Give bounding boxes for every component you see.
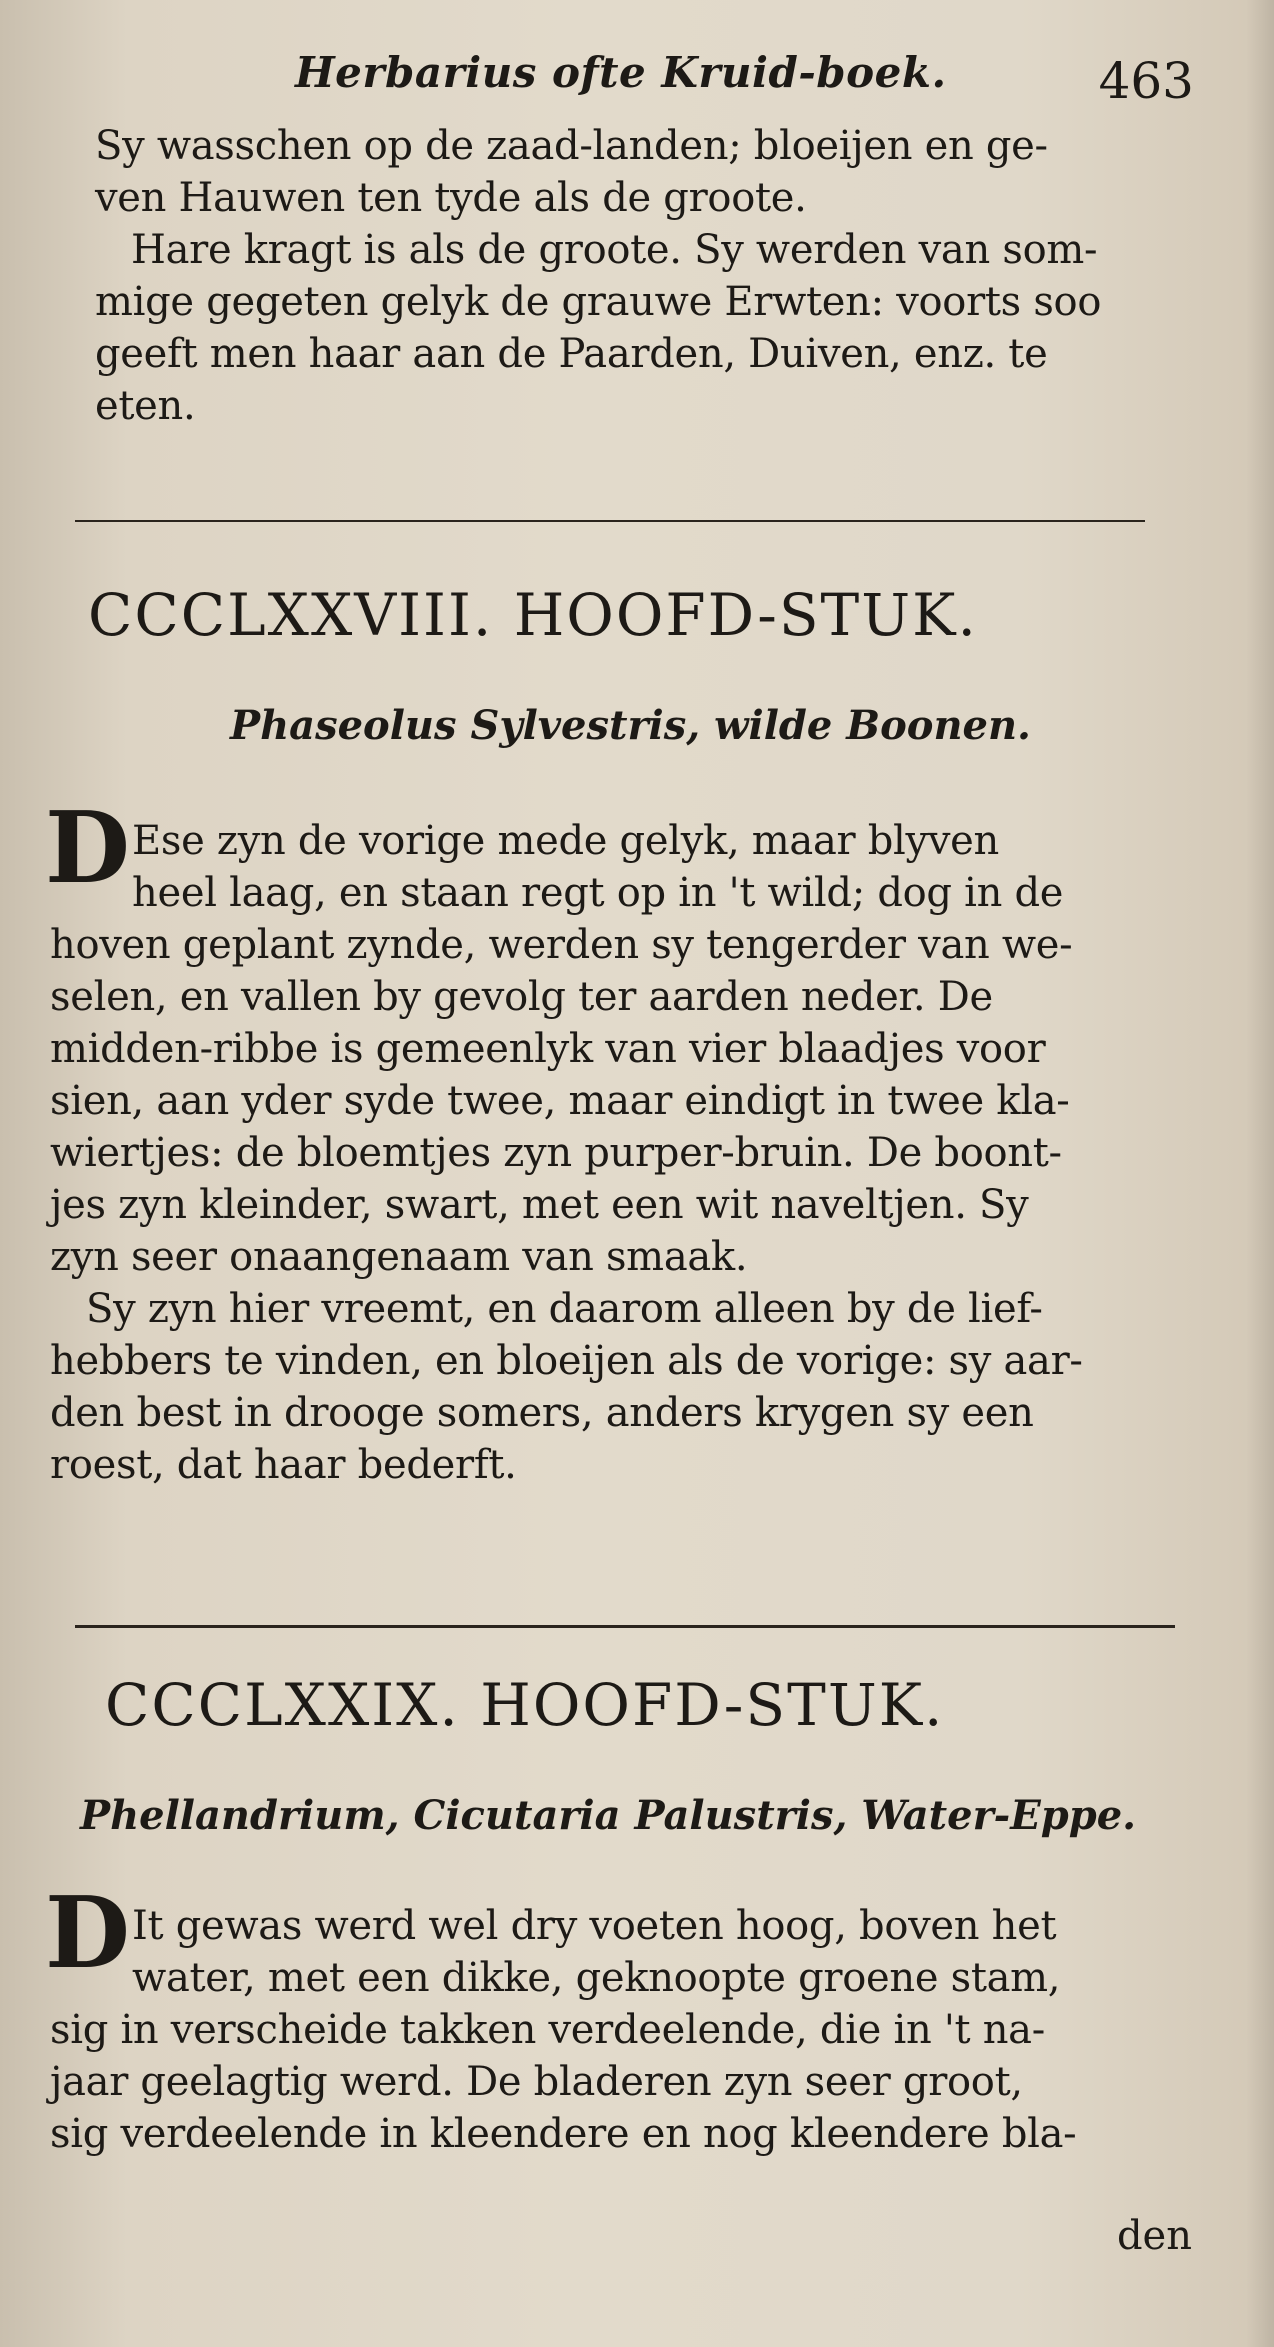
text-line: Hare kragt is als de groote. Sy werden van som-: [131, 227, 1098, 273]
text-line: ven Hauwen ten tyde als de groote.: [95, 175, 807, 221]
text-line: wiertjes: de bloemtjes zyn purper-bruin. De boont-: [50, 1130, 1062, 1176]
section-divider: [75, 1625, 1175, 1628]
catchword: den: [1116, 2213, 1192, 2259]
text-line: midden-ribbe is gemeenlyk van vier blaadjes voor: [50, 1026, 1046, 1072]
running-head: [295, 40, 1214, 110]
text-line: geeft men haar aan de Paarden, Duiven, enz. te: [95, 331, 1048, 377]
text-line: Sy zyn hier vreemt, en daarom alleen by de lief-: [86, 1286, 1043, 1332]
continuation-text: [95, 120, 1205, 432]
text-line: roest, dat haar bederft.: [50, 1442, 517, 1488]
text-line: Ese zyn de vorige mede gelyk, maar blyven: [132, 818, 999, 864]
text-line: heel laag, en staan regt op in 't wild; dog in de: [132, 870, 1064, 916]
running-title: Herbarius ofte Kruid-boek.: [295, 48, 947, 97]
text-line: water, met een dikke, geknoopte groene stam,: [132, 1955, 1061, 2001]
drop-cap: D: [45, 791, 130, 906]
text-line: zyn seer onaangenaam van smaak.: [50, 1234, 748, 1280]
text-line: Sy wasschen op de zaad-landen; bloeijen en ge-: [95, 123, 1048, 169]
text-line: hebbers te vinden, en bloeijen als de vorige: sy aar-: [50, 1338, 1083, 1384]
text-line: hoven geplant zynde, werden sy tengerder van we-: [50, 922, 1073, 968]
text-line: It gewas werd wel dry voeten hoog, boven het: [132, 1903, 1057, 1949]
text-line: sien, aan yder syde twee, maar eindigt in twee kla-: [50, 1078, 1070, 1124]
page-number: 463: [1098, 52, 1194, 110]
text-line: mige gegeten gelyk de grauwe Erwten: voorts soo: [95, 279, 1102, 325]
chapter-subtitle: Phellandrium, Cicutaria Palustris, Water-Eppe.: [80, 1792, 1137, 1839]
chapter-subtitle: Phaseolus Sylvestris, wilde Boonen.: [230, 702, 1031, 749]
text-line: den best in drooge somers, anders krygen sy een: [50, 1390, 1034, 1436]
chapter-379-paragraph-1: [50, 1900, 1220, 2160]
chapter-heading: CCCLXXIX. HOOFD-STUK.: [105, 1671, 945, 1739]
text-line: sig in verscheide takken verdeelende, die in 't na-: [50, 2007, 1045, 2053]
text-line: jes zyn kleinder, swart, met een wit naveltjen. Sy: [50, 1182, 1029, 1228]
chapter-heading: CCCLXXVIII. HOOFD-STUK.: [88, 581, 978, 649]
section-divider: [75, 520, 1145, 522]
text-line: eten.: [95, 383, 196, 429]
text-line: sig verdeelende in kleendere en nog kleendere bla-: [50, 2111, 1077, 2157]
drop-cap: D: [45, 1876, 130, 1991]
text-line: jaar geelagtig werd. De bladeren zyn seer groot,: [50, 2059, 1023, 2105]
text-line: selen, en vallen by gevolg ter aarden neder. De: [50, 974, 993, 1020]
chapter-378-paragraph-1: [50, 815, 1220, 1491]
